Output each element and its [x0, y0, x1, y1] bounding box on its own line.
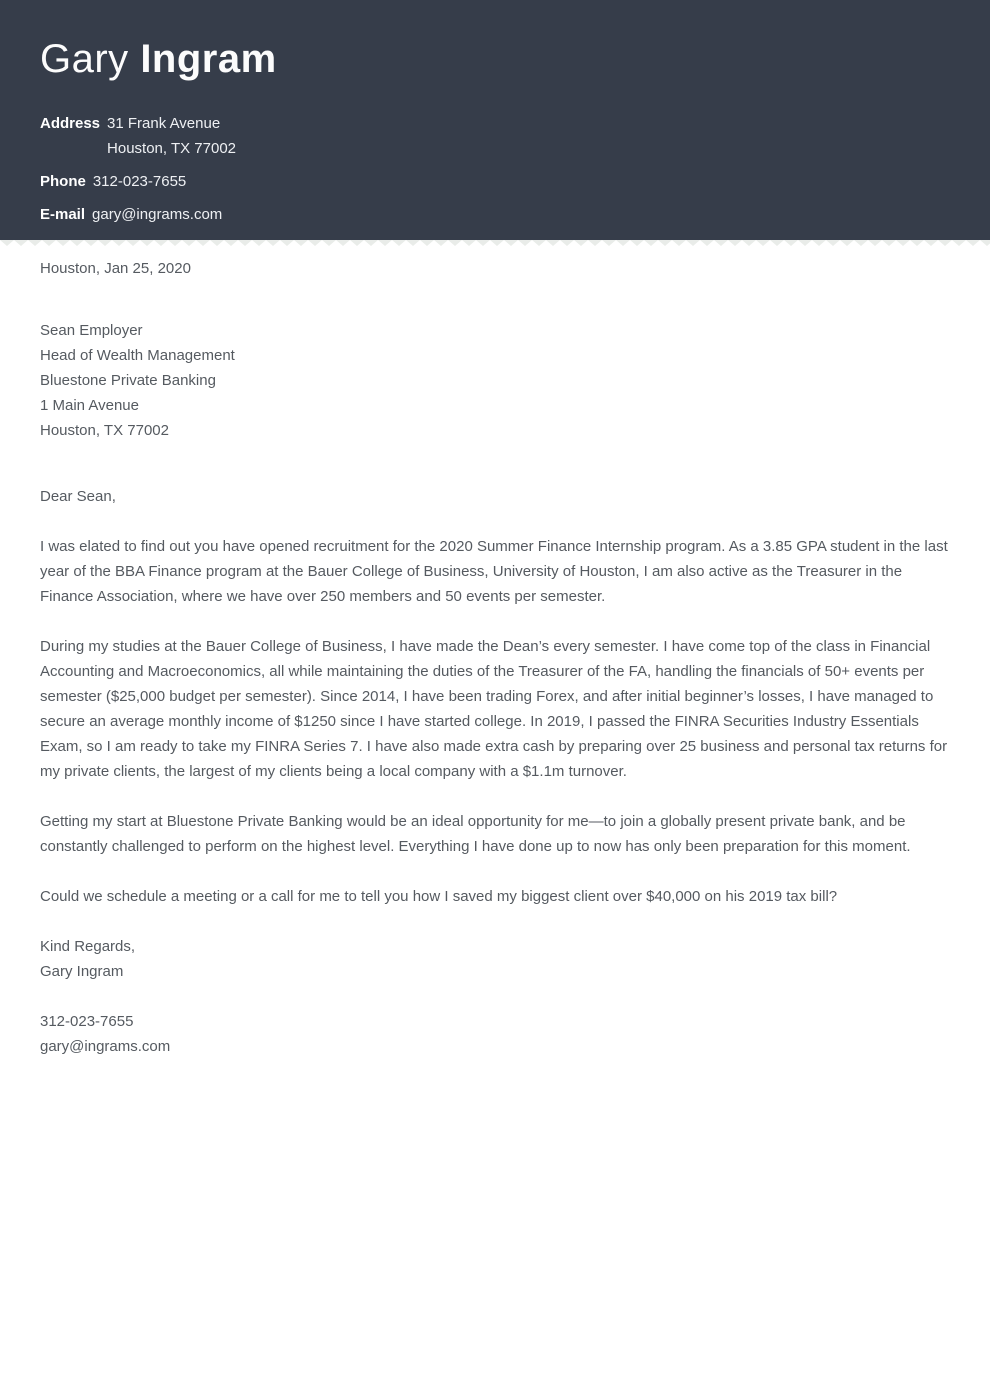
letter-header	[0, 0, 990, 240]
contact-row-address	[40, 111, 950, 161]
phone-label: Phone	[40, 173, 86, 190]
closing: Kind Regards,	[40, 938, 136, 955]
address-line-1: 31 Frank Avenue	[107, 115, 221, 132]
phone-value: 312-023-7655	[92, 173, 187, 190]
footer-email: gary@ingrams.com	[40, 1038, 171, 1055]
date-line: Houston, Jan 25, 2020	[40, 260, 191, 277]
contact-row-email	[40, 202, 950, 227]
paragraph-intro: I was elated to find out you have opened recruitment for the 2020 Summer Finance Internship program. As a 3.85 GPA student in the last year of the BBA Finance program at the Bauer College of Business, University of Houston, I am also active as the Treasurer in the Finance Association, where we have over 250 members and 50 events per semester.	[40, 538, 948, 605]
email-label: E-mail	[40, 206, 86, 223]
footer-phone: 312-023-7655	[40, 1013, 134, 1030]
address-label: Address	[40, 115, 101, 132]
footer-contact-block	[40, 1009, 948, 1059]
recipient-title: Head of Wealth Management	[40, 347, 235, 364]
recipient-city: Houston, TX 77002	[40, 422, 169, 439]
signature: Gary Ingram	[40, 963, 124, 980]
paragraph-experience: During my studies at the Bauer College of Business, I have made the Dean’s every semester. I have come top of the class in Financial Accounting and Macroeconomics, all while maintaining the duties of the Treasurer of the FA, handling the financials of 50+ events per semester ($25,000 budget per semester). Since 2014, I have been trading Forex, and after initial beginner’s losses, I have managed to secure an average monthly income of $1250 since I have started college. In 2019, I passed the FINRA Securities Industry Essentials Exam, so I am ready to take my FINRA Series 7. I have also made extra cash by preparing over 25 business and personal tax returns for my private clients, the largest of my clients being a local company with a $1.1m turnover.	[40, 638, 948, 780]
candidate-last-name: Ingram	[140, 37, 277, 81]
recipient-street: 1 Main Avenue	[40, 397, 139, 414]
candidate-name	[40, 37, 950, 81]
candidate-first-name: Gary	[40, 37, 129, 81]
paragraph-call-to-action: Could we schedule a meeting or a call for me to tell you how I saved my biggest client over $40,000 on his 2019 tax bill?	[40, 888, 838, 905]
paragraph-motivation: Getting my start at Bluestone Private Banking would be an ideal opportunity for me—to join a globally present private bank, and be constantly challenged to perform on the highest level. Everything I have done up to now has only been preparation for this moment.	[40, 813, 911, 855]
letter-body	[0, 248, 990, 1059]
salutation: Dear Sean,	[40, 488, 116, 505]
recipient-company: Bluestone Private Banking	[40, 372, 216, 389]
recipient-name: Sean Employer	[40, 322, 143, 339]
zigzag-divider	[0, 240, 990, 248]
email-value: gary@ingrams.com	[92, 206, 223, 223]
contact-row-phone	[40, 169, 950, 194]
address-value	[107, 111, 236, 161]
signoff-block	[40, 934, 948, 984]
address-line-2: Houston, TX 77002	[107, 140, 237, 157]
contact-info	[40, 111, 950, 227]
recipient-block	[40, 318, 948, 443]
